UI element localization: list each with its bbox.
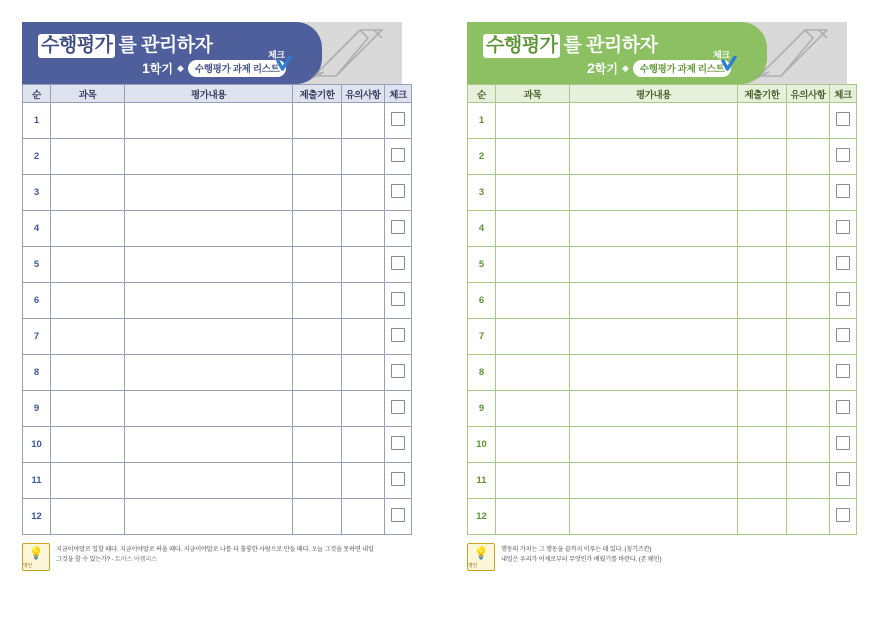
cell-subject[interactable] <box>51 103 125 139</box>
pencil-icon <box>308 26 396 80</box>
table-row <box>468 319 857 355</box>
pencil-icon <box>753 26 841 80</box>
checkbox[interactable] <box>391 436 405 450</box>
cell-content[interactable] <box>125 103 293 139</box>
checkbox[interactable] <box>391 256 405 270</box>
table-row <box>468 247 857 283</box>
table-row <box>468 499 857 535</box>
sheet-2-pill-label: 수행평가 과제 리스트 <box>639 64 725 75</box>
cell-content[interactable] <box>570 391 738 427</box>
cell-due[interactable] <box>293 211 342 247</box>
cell-content[interactable] <box>570 247 738 283</box>
check-mark-icon <box>721 56 737 72</box>
cell-due[interactable] <box>738 211 787 247</box>
cell-note[interactable] <box>787 139 830 175</box>
row-number: 7 <box>23 319 51 355</box>
cell-content[interactable] <box>570 283 738 319</box>
sheet-1-quote <box>22 543 402 571</box>
cell-due[interactable] <box>738 319 787 355</box>
cell-subject[interactable] <box>496 175 570 211</box>
sheet-1-subtitle <box>142 60 286 77</box>
sheet-2-subtitle <box>587 60 731 77</box>
sheet-1-title-plain: 를 관리하자 <box>118 35 213 56</box>
cell-subject[interactable] <box>496 103 570 139</box>
cell-check[interactable] <box>385 391 412 427</box>
checkbox[interactable] <box>391 220 405 234</box>
cell-note[interactable] <box>342 391 385 427</box>
sheet-2-quote <box>467 543 847 571</box>
cell-due[interactable] <box>293 139 342 175</box>
cell-content[interactable] <box>125 499 293 535</box>
cell-due[interactable] <box>293 391 342 427</box>
cell-check[interactable] <box>830 391 857 427</box>
cell-check[interactable] <box>385 283 412 319</box>
row-number: 8 <box>23 355 51 391</box>
checkbox[interactable] <box>836 400 850 414</box>
cell-check[interactable] <box>385 355 412 391</box>
cell-subject[interactable] <box>51 175 125 211</box>
row-number: 7 <box>468 319 496 355</box>
column-header-subject: 과목 <box>496 85 570 103</box>
cell-subject[interactable] <box>496 355 570 391</box>
row-number: 11 <box>468 463 496 499</box>
cell-subject[interactable] <box>496 463 570 499</box>
table-row <box>468 139 857 175</box>
checkbox[interactable] <box>391 472 405 486</box>
cell-check[interactable] <box>385 427 412 463</box>
sheet-1-banner <box>22 22 402 84</box>
cell-note[interactable] <box>342 355 385 391</box>
cell-check[interactable] <box>830 499 857 535</box>
cell-subject[interactable] <box>51 355 125 391</box>
table-row <box>468 463 857 499</box>
cell-check[interactable] <box>385 211 412 247</box>
sheet-1-title <box>38 30 212 57</box>
sheet-2-header-row <box>468 85 857 103</box>
sheet-2-term-number: 2 <box>587 60 595 76</box>
cell-due[interactable] <box>293 463 342 499</box>
checkbox[interactable] <box>836 184 850 198</box>
cell-subject[interactable] <box>51 283 125 319</box>
cell-content[interactable] <box>570 463 738 499</box>
checkbox[interactable] <box>836 220 850 234</box>
cell-content[interactable] <box>570 139 738 175</box>
cell-due[interactable] <box>738 355 787 391</box>
sheet-1-check-word: 체크 <box>268 50 285 60</box>
cell-check[interactable] <box>385 103 412 139</box>
row-number: 5 <box>468 247 496 283</box>
cell-subject[interactable] <box>51 247 125 283</box>
lightbulb-icon: 💡 <box>28 546 44 560</box>
checkbox[interactable] <box>836 364 850 378</box>
sheet-2-bullet-icon: ◆ <box>621 63 629 73</box>
sheet-2-check-word: 체크 <box>713 50 730 60</box>
cell-due[interactable] <box>738 283 787 319</box>
checkbox[interactable] <box>391 364 405 378</box>
row-number: 3 <box>468 175 496 211</box>
sheet-semester-2 <box>467 22 852 571</box>
cell-content[interactable] <box>125 283 293 319</box>
cell-due[interactable] <box>293 175 342 211</box>
sheet-2-title <box>483 30 657 57</box>
cell-check[interactable] <box>830 427 857 463</box>
cell-note[interactable] <box>342 463 385 499</box>
column-header-subject: 과목 <box>51 85 125 103</box>
quote-source: - 토마스 아켐피스 <box>111 555 157 563</box>
row-number: 8 <box>468 355 496 391</box>
cell-check[interactable] <box>385 139 412 175</box>
checkbox[interactable] <box>836 292 850 306</box>
checkbox[interactable] <box>836 328 850 342</box>
checkbox[interactable] <box>836 256 850 270</box>
cell-note[interactable] <box>342 175 385 211</box>
checkbox[interactable] <box>391 148 405 162</box>
cell-check[interactable] <box>385 247 412 283</box>
cell-subject[interactable] <box>496 319 570 355</box>
sheet-1-pill-label: 수행평가 과제 리스트 <box>194 64 280 75</box>
table-row <box>23 211 412 247</box>
row-number: 4 <box>23 211 51 247</box>
sheet-1-title-highlight: 수행평가 <box>38 34 115 58</box>
quote-badge <box>22 543 50 571</box>
cell-content[interactable] <box>125 175 293 211</box>
column-header-check: 체크 <box>830 85 857 103</box>
table-row <box>468 391 857 427</box>
cell-note[interactable] <box>787 355 830 391</box>
cell-due[interactable] <box>293 247 342 283</box>
row-number: 3 <box>23 175 51 211</box>
cell-subject[interactable] <box>496 283 570 319</box>
cell-subject[interactable] <box>496 247 570 283</box>
cell-check[interactable] <box>830 463 857 499</box>
cell-due[interactable] <box>738 139 787 175</box>
sheet-1-term-number: 1 <box>142 60 150 76</box>
cell-check[interactable] <box>385 175 412 211</box>
cell-subject[interactable] <box>496 211 570 247</box>
sheet-1-body <box>23 103 412 535</box>
cell-check[interactable] <box>830 139 857 175</box>
row-number: 9 <box>23 391 51 427</box>
table-row <box>23 175 412 211</box>
cell-due[interactable] <box>738 247 787 283</box>
table-row <box>23 499 412 535</box>
sheet-1-header-row <box>23 85 412 103</box>
cell-content[interactable] <box>125 211 293 247</box>
cell-content[interactable] <box>125 355 293 391</box>
row-number: 2 <box>468 139 496 175</box>
table-row <box>23 391 412 427</box>
table-row <box>468 283 857 319</box>
cell-subject[interactable] <box>51 427 125 463</box>
cell-note[interactable] <box>787 319 830 355</box>
row-number: 10 <box>23 427 51 463</box>
row-number: 9 <box>468 391 496 427</box>
cell-subject[interactable] <box>51 211 125 247</box>
row-number: 6 <box>468 283 496 319</box>
column-header-check: 체크 <box>385 85 412 103</box>
cell-due[interactable] <box>293 103 342 139</box>
column-header-due: 제출기한 <box>293 85 342 103</box>
cell-content[interactable] <box>125 463 293 499</box>
column-header-due: 제출기한 <box>738 85 787 103</box>
quote-line-2 <box>501 555 661 565</box>
cell-note[interactable] <box>342 211 385 247</box>
table-row <box>468 427 857 463</box>
column-header-content: 평가내용 <box>125 85 293 103</box>
table-row <box>23 247 412 283</box>
sheet-1-bullet-icon: ◆ <box>176 63 184 73</box>
cell-note[interactable] <box>787 283 830 319</box>
table-row <box>23 283 412 319</box>
cell-note[interactable] <box>342 319 385 355</box>
checkbox[interactable] <box>836 508 850 522</box>
quote-line-1: 지금이야말로 일할 때다. 지금이야말로 싸울 때다. 지금이야말로 나를 더 훌륭한 사람으로 만들 때다. 오늘 그것을 못하면 내일 <box>56 546 374 553</box>
checkbox[interactable] <box>836 436 850 450</box>
quote-badge-label: 명언 <box>468 563 477 569</box>
cell-due[interactable] <box>293 283 342 319</box>
table-row <box>468 355 857 391</box>
sheet-2-title-plain: 를 관리하자 <box>563 35 658 56</box>
row-number: 12 <box>23 499 51 535</box>
sheet-1-pill <box>188 60 287 77</box>
sheet-2-title-highlight: 수행평가 <box>483 34 560 58</box>
cell-note[interactable] <box>787 103 830 139</box>
cell-subject[interactable] <box>51 391 125 427</box>
table-row <box>468 103 857 139</box>
cell-content[interactable] <box>570 319 738 355</box>
checkbox[interactable] <box>391 508 405 522</box>
cell-content[interactable] <box>570 211 738 247</box>
cell-due[interactable] <box>738 391 787 427</box>
sheet-1-term <box>142 60 173 77</box>
table-row <box>23 319 412 355</box>
cell-subject[interactable] <box>51 139 125 175</box>
quote-line-2-text: 내일은 우리가 어제로부터 무엇인가 배웠기를 바란다. (존 웨인) <box>501 555 662 563</box>
cell-subject[interactable] <box>496 391 570 427</box>
cell-content[interactable] <box>570 355 738 391</box>
cell-note[interactable] <box>342 283 385 319</box>
column-header-order: 순 <box>23 85 51 103</box>
cell-check[interactable] <box>385 319 412 355</box>
table-row <box>468 175 857 211</box>
row-number: 1 <box>468 103 496 139</box>
row-number: 5 <box>23 247 51 283</box>
cell-subject[interactable] <box>51 499 125 535</box>
checkbox[interactable] <box>391 328 405 342</box>
cell-content[interactable] <box>570 427 738 463</box>
cell-due[interactable] <box>738 427 787 463</box>
checkbox[interactable] <box>836 472 850 486</box>
sheet-semester-1 <box>22 22 407 571</box>
column-header-note: 유의사항 <box>342 85 385 103</box>
cell-note[interactable] <box>342 427 385 463</box>
cell-due[interactable] <box>293 355 342 391</box>
cell-due[interactable] <box>293 427 342 463</box>
sheet-1-term-suffix: 학기 <box>149 62 173 76</box>
cell-note[interactable] <box>342 139 385 175</box>
sheet-2-term-suffix: 학기 <box>594 62 618 76</box>
cell-content[interactable] <box>125 139 293 175</box>
row-number: 2 <box>23 139 51 175</box>
row-number: 10 <box>468 427 496 463</box>
checkbox[interactable] <box>391 184 405 198</box>
sheet-2-banner <box>467 22 847 84</box>
quote-line-2-text: 그것을 할 수 있는가? <box>56 555 111 563</box>
sheet-2-body <box>468 103 857 535</box>
quote-text <box>501 543 661 564</box>
cell-due[interactable] <box>738 175 787 211</box>
checkbox[interactable] <box>391 292 405 306</box>
cell-note[interactable] <box>787 175 830 211</box>
checkbox[interactable] <box>391 112 405 126</box>
cell-content[interactable] <box>125 247 293 283</box>
sheet-2-pill <box>633 60 732 77</box>
cell-content[interactable] <box>125 427 293 463</box>
cell-due[interactable] <box>293 499 342 535</box>
table-row <box>23 103 412 139</box>
cell-check[interactable] <box>385 463 412 499</box>
table-row <box>23 463 412 499</box>
quote-badge <box>467 543 495 571</box>
cell-check[interactable] <box>830 319 857 355</box>
row-number: 12 <box>468 499 496 535</box>
cell-check[interactable] <box>830 283 857 319</box>
cell-due[interactable] <box>738 499 787 535</box>
cell-subject[interactable] <box>496 499 570 535</box>
lightbulb-icon: 💡 <box>473 546 489 560</box>
column-header-order: 순 <box>468 85 496 103</box>
cell-note[interactable] <box>787 499 830 535</box>
quote-line-2 <box>56 555 374 565</box>
row-number: 11 <box>23 463 51 499</box>
cell-check[interactable] <box>830 247 857 283</box>
cell-content[interactable] <box>125 391 293 427</box>
cell-due[interactable] <box>738 463 787 499</box>
cell-note[interactable] <box>787 463 830 499</box>
cell-content[interactable] <box>570 499 738 535</box>
column-header-content: 평가내용 <box>570 85 738 103</box>
checkbox[interactable] <box>836 112 850 126</box>
checkbox[interactable] <box>836 148 850 162</box>
cell-check[interactable] <box>830 175 857 211</box>
table-row <box>468 211 857 247</box>
cell-note[interactable] <box>342 247 385 283</box>
cell-subject[interactable] <box>51 463 125 499</box>
table-row <box>23 355 412 391</box>
cell-note[interactable] <box>787 391 830 427</box>
quote-text <box>56 543 374 564</box>
cell-note[interactable] <box>342 499 385 535</box>
sheet-2-term <box>587 60 618 77</box>
row-number: 1 <box>23 103 51 139</box>
row-number: 4 <box>468 211 496 247</box>
cell-due[interactable] <box>293 319 342 355</box>
cell-note[interactable] <box>787 211 830 247</box>
quote-badge-label: 명언 <box>23 563 32 569</box>
table-row <box>23 427 412 463</box>
cell-note[interactable] <box>787 427 830 463</box>
check-mark-icon <box>276 56 292 72</box>
cell-content[interactable] <box>570 103 738 139</box>
cell-subject[interactable] <box>496 139 570 175</box>
cell-check[interactable] <box>830 211 857 247</box>
cell-subject[interactable] <box>51 319 125 355</box>
sheet-1-table <box>22 84 412 535</box>
sheet-2-table <box>467 84 857 535</box>
cell-check[interactable] <box>385 499 412 535</box>
column-header-note: 유의사항 <box>787 85 830 103</box>
table-row <box>23 139 412 175</box>
checkbox[interactable] <box>391 400 405 414</box>
quote-line-1: 행동의 가치는 그 행동을 끝까지 이루는 데 있다. (칭기즈칸) <box>501 546 652 553</box>
cell-subject[interactable] <box>496 427 570 463</box>
cell-due[interactable] <box>738 103 787 139</box>
cell-content[interactable] <box>125 319 293 355</box>
cell-check[interactable] <box>830 103 857 139</box>
cell-note[interactable] <box>342 103 385 139</box>
cell-note[interactable] <box>787 247 830 283</box>
row-number: 6 <box>23 283 51 319</box>
cell-content[interactable] <box>570 175 738 211</box>
cell-check[interactable] <box>830 355 857 391</box>
